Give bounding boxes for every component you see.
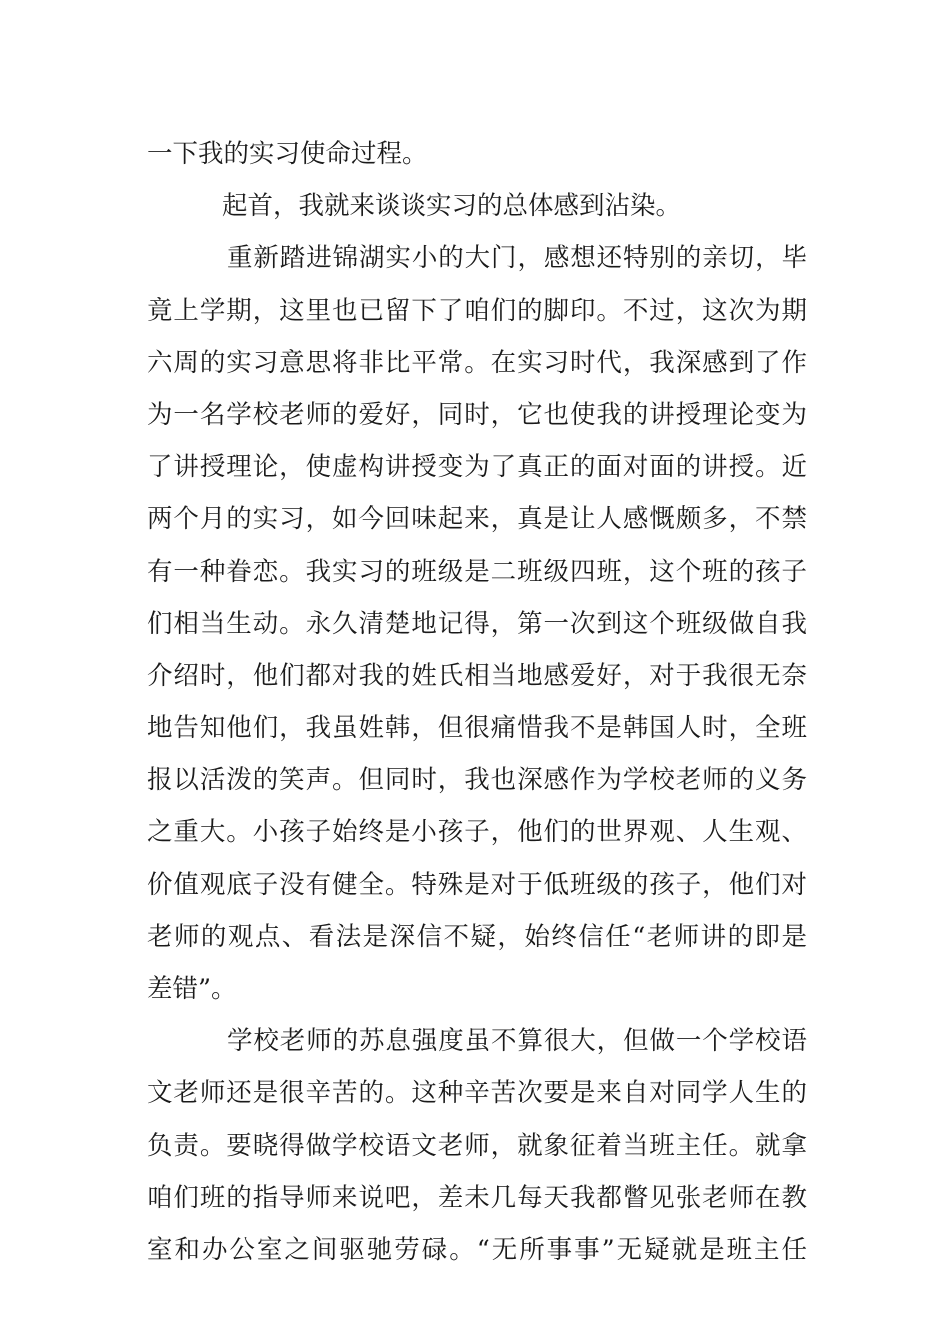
text-line: 负责。要晓得做学校语文老师，就象征着当班主任。就拿 <box>147 1130 807 1161</box>
text-line: 竟上学期，这里也已留下了咱们的脚印。不过，这次为期 <box>147 295 807 326</box>
paragraph-heading-line: 起首，我就来谈谈实习的总体感到沾染。 <box>222 191 682 222</box>
text-line: 之重大。小孩子始终是小孩子，他们的世界观、人生观、 <box>147 817 807 848</box>
text-line: 老师的观点、看法是深信不疑，始终信任“老师讲的即是 <box>147 921 807 952</box>
text-line: 们相当生动。永久清楚地记得，第一次到这个班级做自我 <box>147 608 807 639</box>
text-line: 有一种眷恋。我实习的班级是二班级四班，这个班的孩子 <box>147 556 807 587</box>
paragraph-first-line: 重新踏进锦湖实小的大门，感想还特别的亲切，毕 <box>227 243 807 274</box>
paragraph-first-line: 学校老师的苏息强度虽不算很大，但做一个学校语 <box>227 1026 807 1057</box>
text-line: 六周的实习意思将非比平常。在实习时代，我深感到了作 <box>147 347 807 378</box>
text-line: 报以活泼的笑声。但同时，我也深感作为学校老师的义务 <box>147 765 807 796</box>
text-line: 介绍时，他们都对我的姓氏相当地感爱好，对于我很无奈 <box>147 660 807 691</box>
text-line: 为一名学校老师的爱好，同时，它也使我的讲授理论变为 <box>147 399 807 430</box>
text-line: 地告知他们，我虽姓韩，但很痛惜我不是韩国人时，全班 <box>147 713 807 744</box>
text-line: 一下我的实习使命过程。 <box>147 139 428 169</box>
body-text <box>147 128 807 1276</box>
text-line: 价值观底子没有健全。特殊是对于低班级的孩子，他们对 <box>147 869 807 900</box>
text-line: 咱们班的指导师来说吧，差未几每天我都瞥见张老师在教 <box>147 1182 807 1213</box>
text-line: 两个月的实习，如今回味起来，真是让人感慨颇多，不禁 <box>147 504 807 535</box>
text-line: 了讲授理论，使虚构讲授变为了真正的面对面的讲授。近 <box>147 452 807 483</box>
paragraph-last-line: 差错”。 <box>147 974 237 1004</box>
text-line: 文老师还是很辛苦的。这种辛苦次要是来自对同学人生的 <box>147 1078 807 1109</box>
text-line: 室和办公室之间驱驰劳碌。“无所事事”无疑就是班主任 <box>147 1234 807 1265</box>
